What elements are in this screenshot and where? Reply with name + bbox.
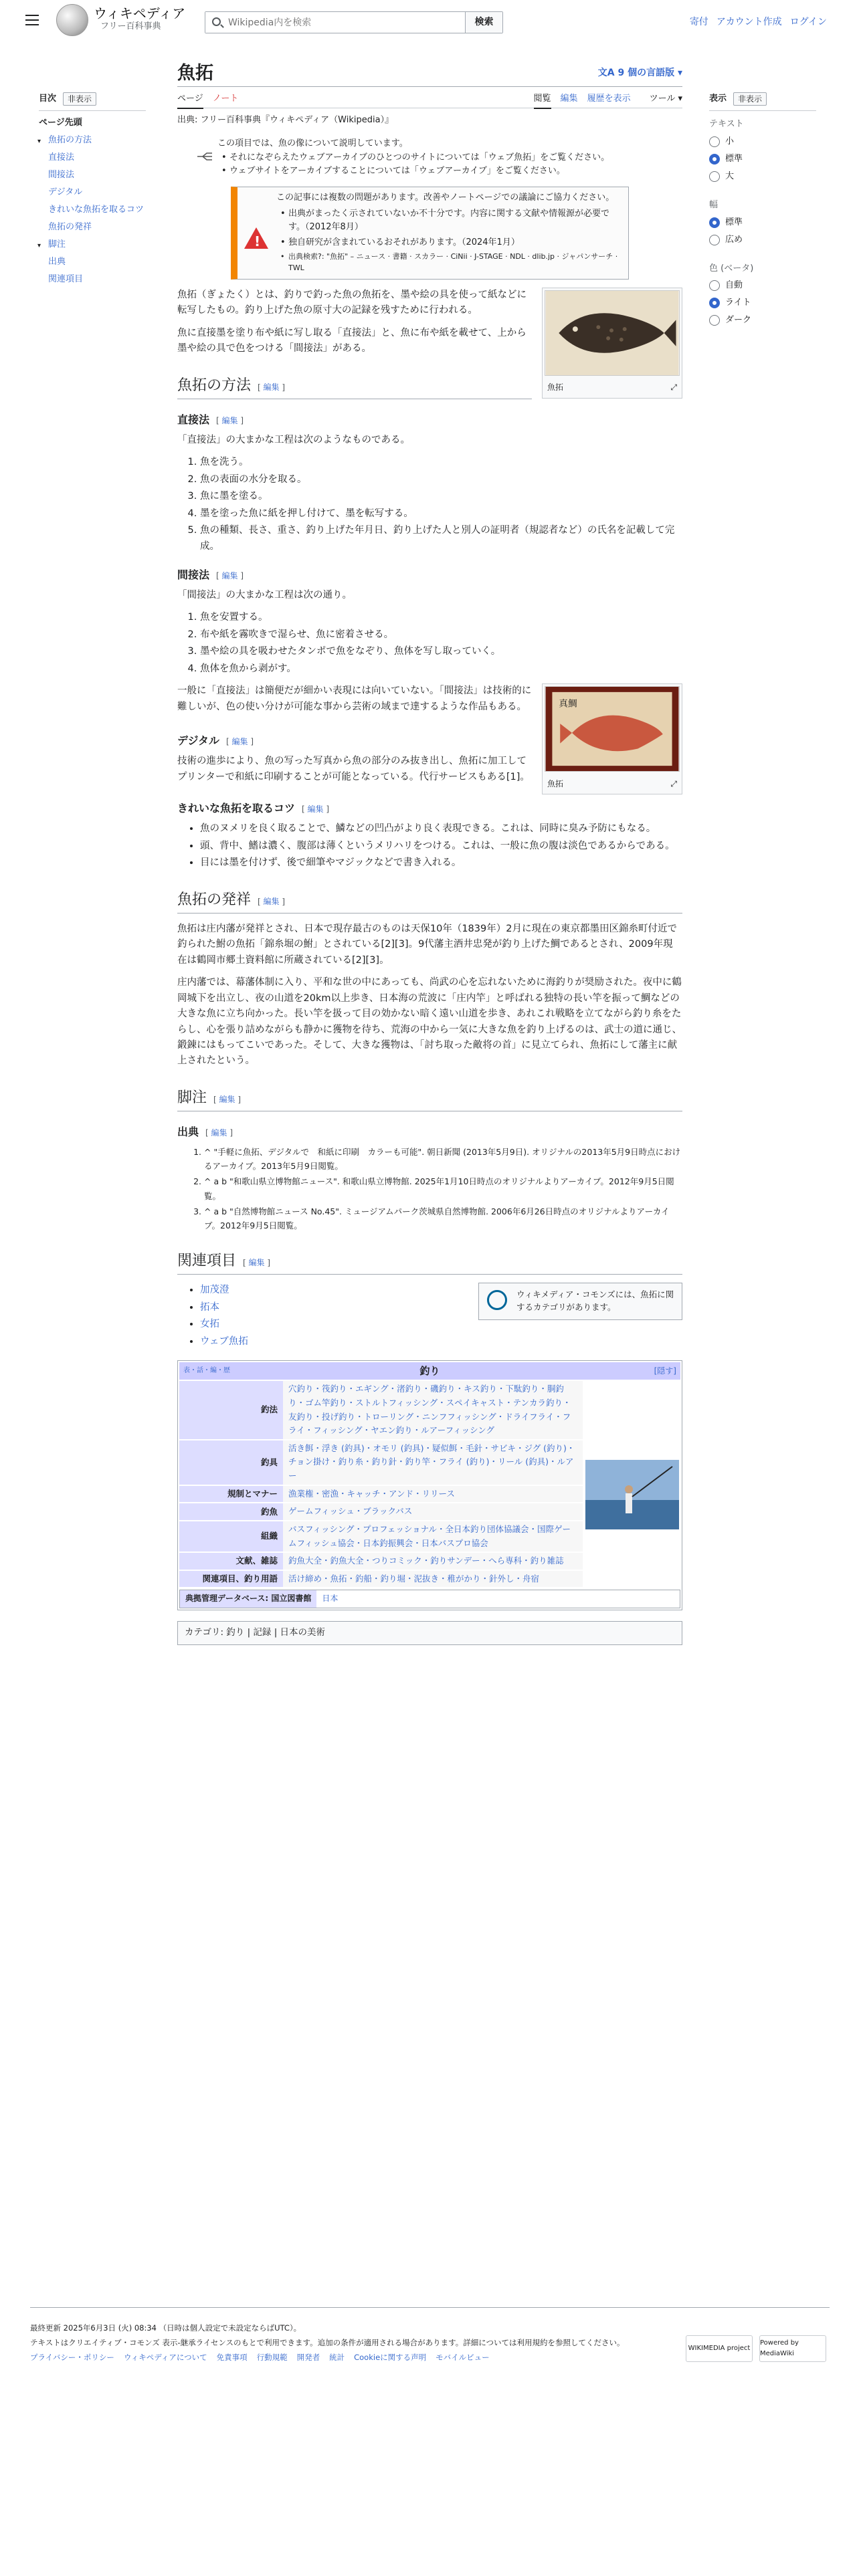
paragraph: 「直接法」の大まかな工程は次のようなものである。 bbox=[177, 434, 410, 445]
section-heading: 魚拓の方法 bbox=[177, 377, 252, 394]
last-modified: 最終更新 2025年6月3日 (火) 08:34 （日時は個人設定で未設定ならばUTC）。 bbox=[30, 2307, 830, 2336]
list-item: 1. 魚を洗う。 bbox=[200, 455, 682, 470]
navbox-group: 釣法 bbox=[179, 1381, 283, 1439]
section-heading: 脚注 bbox=[177, 1089, 207, 1106]
list-item: 5. 魚の種類、長さ、重さ、釣り上げた年月日、釣り上げた人と別人の証明者（規認者など）の氏名を記載して完成。 bbox=[200, 523, 682, 554]
navbox-list[interactable]: バスフィッシング・プロフェッショナル・全日本釣り団体協議会・国際ゲームフィッシュ協会・日本釣振興会・日本バスプロ協会 bbox=[283, 1521, 583, 1551]
paragraph: 庄内藩では、幕藩体制に入り、平和な世の中にあっても、尚武の心を忘れないために海釣りが奨励された。夜中に鶴岡城下を出立し、夜の山道を20km以上歩き、日本海の荒波に「庄内竿」と呼ばれる独特の長い竿を振って鯛などの大きな魚に立ち向かった。長い竿を扱って目の効かない暗く遠い山道を歩き、あれこれ戦略を立てながら釣り糸をたらし、心を張り詰めながらも静かに獲物を待ち、荒海の中から一気に大きな魚を釣り上げるのは、武士の道に通じ、鍛錬にはもってこいであった。そして、大きな獲物は、「討ち取った敵将の首」に見立てられ、魚拓にして藩主に献上されたという。 bbox=[177, 977, 682, 1067]
toc-link[interactable]: 間接法 bbox=[48, 169, 75, 180]
radio-label: 標準 bbox=[725, 217, 743, 227]
chevron-down-icon[interactable]: ▾ bbox=[37, 137, 41, 145]
edit-link[interactable]: 編集 bbox=[231, 737, 248, 747]
radio-circle[interactable] bbox=[709, 171, 720, 182]
translate-icon: 文A bbox=[597, 68, 618, 78]
radio-width-standard[interactable] bbox=[709, 217, 816, 229]
toc-link[interactable]: 直接法 bbox=[48, 152, 75, 163]
footer-link[interactable]: ウィキペディアについて bbox=[123, 2352, 207, 2362]
edit-link[interactable]: 編集 bbox=[248, 1258, 265, 1268]
reference-item: 2. ^ a b "和歌山県立博物館ニュース". 和歌山県立博物館. 2025年1月10日時点のオリジナルよりアーカイブ。2012年9月5日閲覧。 bbox=[204, 1174, 682, 1203]
warning-icon: ! bbox=[244, 227, 268, 249]
commons-icon bbox=[487, 1290, 507, 1310]
navbox-list[interactable]: 活き餌・浮き (釣具)・オモリ (釣具)・疑似餌・毛針・サビキ・ジグ (釣り)・チョン掛け・釣り糸・釣り針・釣り竿・フライ (釣り)・リール (釣具)・ルアー bbox=[283, 1440, 583, 1485]
list-item: 2. 魚の表面の水分を取る。 bbox=[200, 472, 682, 488]
paragraph: 「間接法」の大まかな工程は次の通り。 bbox=[177, 589, 352, 601]
paragraph: 技術の進歩により、魚の写った写真から魚の部分のみ抜き出し、魚拓に加工してプリンターで和紙に印刷することが可能となっている。代行サービスもある[1]。 bbox=[177, 756, 530, 782]
list-item: 1. 魚を安置する。 bbox=[200, 610, 682, 625]
radio-label: 自動 bbox=[725, 280, 743, 291]
radio-label: 大 bbox=[725, 171, 735, 181]
issues-box bbox=[231, 187, 629, 280]
color-label: 色 (ベータ) bbox=[709, 263, 754, 274]
edit-link[interactable]: 編集 bbox=[221, 415, 238, 425]
tab-edit[interactable]: 編集 bbox=[560, 94, 578, 104]
radio-circle[interactable] bbox=[709, 315, 720, 326]
toc-link[interactable]: 出典 bbox=[48, 256, 66, 267]
toc-title: 目次 bbox=[39, 93, 57, 104]
width-label: 幅 bbox=[709, 199, 719, 210]
toc-link[interactable]: 魚拓の発祥 bbox=[48, 221, 92, 232]
radio-text-large[interactable] bbox=[709, 171, 816, 183]
direct-steps bbox=[200, 455, 682, 554]
toc-item[interactable] bbox=[39, 169, 146, 181]
toc-item[interactable] bbox=[39, 134, 146, 146]
radio-circle[interactable] bbox=[709, 298, 720, 308]
reference-item: 3. ^ a b "自然博物館ニュース No.45". ミュージアムパーク茨城県自然博物館. 2006年6月26日時点のオリジナルよりアーカイブ。2012年9月5日閲覧。 bbox=[204, 1204, 682, 1233]
toc-item[interactable] bbox=[39, 187, 146, 199]
navbox-list[interactable]: 穴釣り・筏釣り・エギング・渚釣り・磯釣り・キス釣り・下駄釣り・胴釣り・ゴム竿釣り・ストルトフィッシング・スペイキャスト・テンカラ釣り・友釣り・投げ釣り・トローリング・ニンフフィッシング・ドライフライ・フライ・フィッシング・ヤエン釣り・ルアーフィッシング bbox=[283, 1381, 583, 1439]
issue-item: • 出典がまったく示されていないか不十分です。内容に関する文献や情報源が必要です。（2012年8月） bbox=[288, 207, 623, 234]
hatnote-line: • それになぞらえたウェブアーカイブのひとつのサイトについては「ウェブ魚拓」をご覧ください。 bbox=[229, 151, 682, 165]
fishing-photo[interactable] bbox=[585, 1460, 679, 1529]
edit-link[interactable]: 編集 bbox=[263, 896, 280, 906]
page-title: 魚拓 bbox=[177, 63, 213, 84]
image-thumb[interactable] bbox=[542, 683, 682, 794]
search-input[interactable] bbox=[205, 12, 465, 33]
source-search: • 出典検索?: "魚拓" – ニュース · 書籍 · スカラー · CiNii · J-STAGE · NDL · dlib.jp · ジャパンサーチ · TWL bbox=[288, 251, 623, 274]
related-link[interactable]: 加茂澄 bbox=[200, 1285, 229, 1296]
chevron-down-icon[interactable]: ▾ bbox=[37, 241, 41, 249]
authority-value[interactable]: 日本 bbox=[322, 1594, 339, 1604]
radio-color-light[interactable] bbox=[709, 297, 816, 309]
personal-tools bbox=[682, 15, 827, 29]
radio-circle[interactable] bbox=[709, 280, 720, 291]
navbox bbox=[177, 1360, 682, 1610]
list-item: • 頭、背中、鰭は濃く、腹部は薄くというメリハリをつける。これは、一般に魚の腹は淡色であるからである。 bbox=[200, 839, 682, 854]
toc-item[interactable] bbox=[39, 239, 146, 251]
enlarge-icon[interactable]: ⤢ bbox=[670, 778, 677, 788]
radio-label: 標準 bbox=[725, 153, 743, 164]
toc-item[interactable] bbox=[39, 256, 146, 268]
license-text: テキストはクリエイティブ・コモンズ 表示-継承ライセンスのもとで利用できます。追加の条件が適用される場合があります。詳細については利用規約を参照してください。 bbox=[30, 2337, 625, 2347]
category-links[interactable]: カテゴリ: 釣り | 記録 | 日本の美術 bbox=[177, 1621, 682, 1645]
radio-color-dark[interactable] bbox=[709, 314, 816, 326]
language-count: 9 個の言語版 bbox=[617, 68, 675, 78]
edit-link[interactable]: 編集 bbox=[307, 804, 324, 815]
tab-tools[interactable]: ツール ▾ bbox=[649, 94, 682, 104]
navbox-group: 釣具 bbox=[179, 1440, 283, 1485]
wordmark-title: ウィキペディア bbox=[94, 5, 186, 21]
svg-text:真鯛: 真鯛 bbox=[559, 698, 577, 710]
radio-label: 広め bbox=[725, 234, 743, 245]
footer-link[interactable]: Cookieに関する声明 bbox=[354, 2352, 427, 2362]
appearance-hide-button[interactable]: 非表示 bbox=[733, 92, 767, 106]
radio-label: ライト bbox=[725, 298, 751, 308]
authority-heading: 典拠管理データベース: 国立図書館 bbox=[180, 1590, 316, 1607]
footer-link[interactable]: 統計 bbox=[329, 2352, 345, 2362]
list-item: • 魚のヌメリを良く取ることで、鱗などの凹凸がより良く表現できる。これは、同時に臭み予防にもなる。 bbox=[200, 821, 682, 837]
footer-link[interactable]: 免責事項 bbox=[216, 2352, 248, 2362]
toc-item-top[interactable]: ページ先頭 bbox=[39, 118, 82, 128]
navbox-group: 規制とマナー bbox=[179, 1486, 283, 1503]
toc-item[interactable] bbox=[39, 221, 146, 233]
login-link[interactable]: ログイン bbox=[789, 17, 827, 27]
reference-item: 1. ^ "手軽に魚拓、デジタルで 和紙に印刷 カラーも可能". 朝日新聞 (2013年5月9日). オリジナルの2013年5月9日時点におけるアーカイブ。2013年5月9日閲覧。 bbox=[204, 1145, 682, 1174]
section-heading: デジタル bbox=[177, 734, 220, 748]
list-item: 3. 墨や絵の具を吸わせたタンポで魚をなぞり、魚体を写し取っていく。 bbox=[200, 644, 682, 659]
edit-link[interactable]: 編集 bbox=[263, 382, 280, 392]
toc-item[interactable] bbox=[39, 204, 146, 216]
image-thumb[interactable] bbox=[542, 288, 682, 399]
wikipedia-logo[interactable] bbox=[56, 4, 88, 36]
radio-circle[interactable] bbox=[709, 217, 720, 228]
related-link[interactable]: 女拓 bbox=[200, 1319, 219, 1330]
navbox-list[interactable]: 漁業権・密漁・キャッチ・アンド・リリース bbox=[283, 1486, 583, 1503]
section-heading: 間接法 bbox=[177, 568, 210, 582]
tools-label: ツール bbox=[649, 94, 676, 104]
toc-item[interactable] bbox=[39, 274, 146, 286]
search-button[interactable]: 検索 bbox=[465, 12, 502, 33]
create-account-link[interactable]: アカウント作成 bbox=[716, 17, 782, 27]
wikimedia-badge[interactable]: WIKIMEDIA project bbox=[686, 2335, 753, 2362]
radio-text-small[interactable] bbox=[709, 136, 816, 148]
search-box bbox=[205, 11, 503, 33]
toc-item[interactable] bbox=[39, 152, 146, 164]
section-heading: 関連項目 bbox=[177, 1253, 237, 1270]
paragraph: 魚拓は庄内藩が発祥とされ、日本で現存最古のものは天保10年（1839年）2月に現在の東京都墨田区錦糸町付近で釣られた鮒の魚拓「錦糸堀の鮒」とされている[2][3]。9代藩主酒井忠発が釣り上げた鯛であるとされ、2009年現在は鶴岡市郷土資料館に所蔵されている[2][3]。 bbox=[177, 923, 677, 966]
wordmark[interactable] bbox=[94, 5, 185, 32]
section-heading: 出典 bbox=[177, 1125, 199, 1138]
tab-page[interactable]: ページ bbox=[177, 94, 203, 109]
issues-lead: この記事には複数の問題があります。改善やノートページでの議論にご協力ください。 bbox=[276, 193, 615, 203]
related-link[interactable]: ウェブ魚拓 bbox=[200, 1335, 248, 1347]
indirect-steps bbox=[200, 610, 682, 677]
toc-hide-button[interactable]: 非表示 bbox=[63, 92, 96, 106]
footer-link[interactable]: プライバシー・ポリシー bbox=[30, 2352, 114, 2362]
issue-item: • 独自研究が含まれているおそれがあります。（2024年1月） bbox=[288, 236, 623, 249]
paragraph: 一般に「直接法」は簡便だが細かい表現には向いていない。「間接法」は技術的に難しいが、色の使い分けが可能な事から芸術の域まで達するような作品もある。 bbox=[177, 685, 532, 712]
text-size-label: テキスト bbox=[709, 119, 744, 129]
navbox-group: 文献、雑誌 bbox=[179, 1553, 283, 1570]
radio-text-standard[interactable] bbox=[709, 153, 816, 165]
radio-label: 小 bbox=[725, 136, 735, 146]
radio-label: ダーク bbox=[725, 315, 752, 326]
tips-list bbox=[200, 821, 682, 871]
references bbox=[177, 1145, 682, 1233]
toc-link[interactable]: 関連項目 bbox=[48, 274, 84, 284]
navbox-list[interactable]: ゲームフィッシュ・ブラックバス bbox=[283, 1503, 583, 1520]
wordmark-tagline: フリー百科事典 bbox=[100, 21, 161, 31]
navbox-vte[interactable]: 表・話・編・歴 bbox=[183, 1367, 230, 1375]
section-heading: 直接法 bbox=[177, 413, 210, 426]
list-item: 4. 墨を塗った魚に紙を押し付けて、墨を転写する。 bbox=[200, 506, 682, 522]
disambiguation-icon bbox=[197, 152, 212, 161]
footer-link[interactable]: 開発者 bbox=[296, 2352, 320, 2362]
toc-link[interactable]: 魚拓の方法 bbox=[48, 134, 92, 145]
tab-history[interactable]: 履歴を表示 bbox=[587, 94, 631, 104]
related-link[interactable]: 拓本 bbox=[200, 1301, 219, 1313]
list-item: • 目には墨を付けず、後で細筆やマジックなどで書き入れる。 bbox=[200, 855, 682, 871]
radio-circle[interactable] bbox=[709, 136, 720, 147]
list-item: 4. 魚体を魚から剥がす。 bbox=[200, 661, 682, 677]
hatnote bbox=[177, 137, 682, 179]
article: 魚拓 文A 9 個の言語版 ▾ ページ ノート 閲覧 編集 履歴を表示 ツール ▾ 出典: フリー百科事典『ウィキペディア（Wikipedia）』 この項目では、魚の像について説明しています。 • それになぞらえたウェブアーカイブのひとつのサイトについては「ウェブ魚拓」をご覧ください。 • ウェブサイトをアーカイブすることについては「ウェブアーカイブ」をご覧ください。 ! この記事には複数の問題があります。改善やノートページでの議論にご協力ください。 • 出典がまったく示されていないか不十分です。内容に関する文献や情報源が必要です。（2012年8月） • 独自研究が含まれているおそれがあります。（2024年1月） • 出典検索?: "魚拓" – ニュース · 書籍 · スカラー · CiNii · J-STAGE · NDL · dlib.jp · ジャパンサーチ · TWL 魚拓 ⤢ 魚拓（ぎょたく）とは、釣りで釣った魚の魚拓を、墨や絵の具を使って紙などに転写したもの。釣り上げた魚の原寸大の記録を残すために行われる。 魚に直接墨を塗り布や紙に写し取る「直接法」と、魚に布や紙を載せて、上から墨や絵の具で色をつける「間接法」がある。 魚拓の方法 [ 編集 ] 直接法 [ 編集 ] 「直接法」の大まかな工程は次のようなものである。 1. 魚を洗う。 2. 魚の表面の水分を取る。 3. 魚に墨を塗る。 4. 墨を塗った魚に紙を押し付けて、墨を転写する。 5. 魚の種類、長さ、重さ、釣り上げた年月日、釣り上げた人と別人の証明者（規認者など）の氏名を記載して完成。 間接法 [ 編集 ] 「間接法」の大まかな工程は次の通り。 1. 魚を安置する。 2. 布や紙を霧吹きで湿らせ、魚に密着させる。 3. 墨や絵の具を吸わせたタンポで魚をなぞり、魚体を写し取っていく。 4. 魚体を魚から剥がす。 真鯛 魚拓 ⤢ 一般に「直接法」は簡便だが細かい表現には向いていない。「間接法」は技術的に難しいが、色の使い分けが可能な事から芸術の域まで達するような作品もある。 デジタル [ 編集 ] 技術の進歩により、魚の写った写真から魚の部分のみ抜き出し、魚拓に加工してプリンターで和紙に印刷することが可能となっている。代行サービスもある[1]。 きれいな魚拓を取るコツ [ 編集 ] • 魚のヌメリを良く取ることで、鱗などの凹凸がより良く表現できる。これは、同時に臭み予防にもなる。 • 頭、背中、鰭は濃く、腹部は薄くというメリハリをつける。これは、一般に魚の腹は淡色であるからである。 • 目には墨を付けず、後で細筆やマジックなどで書き入れる。 魚拓の発祥 [ 編集 ] 魚拓は庄内藩が発祥とされ、日本で現存最古のものは天保10年（1839年）2月に現在の東京都墨田区錦糸町付近で釣られた鮒の魚拓「錦糸堀の鮒」とされている[2][3]。9代藩主酒井忠発が釣り上げた鯛であるとされ、2009年現在は鶴岡市郷土資料館に所蔵されている[2][3]。 庄内藩では、幕藩体制に入り、平和な世の中にあっても、尚武の心を忘れないために海釣りが奨励された。夜中に鶴岡城下を出立し、夜の山道を20km以上歩き、日本海の荒波に「庄内竿」と呼ばれる独特の長い竿を振って鯛などの大きな魚に立ち向かった。長い竿を扱って目の効かない暗く遠い山道を歩き、あれこれ戦略を立てながら釣り糸をたらし、心を張り詰めながらも静かに獲物を待ち、荒海の中から一気に大きな魚を釣り上げるのは、武士の道に通じ、鍛錬にはもってこいであった。そして、大きな獲物は、「討ち取った敵将の首」に見立てられ、魚拓にして藩主に献上されたという。 脚注 [ 編集 ] 出典 [ 編集 ] 1. ^ "手軽に魚拓、デジタルで 和紙に印刷 カラーも可能". 朝日新聞 (2013年5月9日). オリジナルの2013年5月9日時点におけるアーカイブ。2013年5月9日閲覧。 2. ^ a b "和歌山県立博物館ニュース". 和歌山県立博物館. 2025年1月10日時点のオリジナルよりアーカイブ。2012年9月5日閲覧。 3. ^ a b "自然博物館ニュース No.45". ミュージアムパーク茨城県自然博物館. 2006年6月26日時点のオリジナルよりアーカイブ。2012年9月5日閲覧。 関連項目 [ 編集 ] ウィキメディア・コモンズには、魚拓に関するカテゴリがあります。 • 加茂澄 • 拓本 • 女拓 • ウェブ魚拓 表・話・編・歴 釣り [隠す] 釣法 穴釣り・筏釣り・エギング・渚釣り・磯釣り・キス釣り・下駄釣り・胴釣り・ゴム竿釣り・ストルトフィッシング・スペイキャスト・テンカラ釣り・友釣り・投げ釣り・トローリング・ニンフフィッシング・ドライフライ・フライ・フィッシング・ヤエン釣り・ルアーフィッシング 釣具 活き餌・浮き (釣具)・オモリ (釣具)・疑似餌・毛針・サビキ・ジグ (釣り)・チョン掛け・釣り糸・釣り針・釣り竿・フライ (釣り)・リール (釣具)・ルアー 規制とマナー 漁業権・密漁・キャッチ・アンド・リリース 釣魚 ゲームフィッシュ・ブラックバス 組織 バスフィッシング・プロフェッショナル・全日本釣り団体協議会・国際ゲームフィッシュ協会・日本釣振興会・日本バスプロ協会 文献、雑誌 釣魚大全・釣魚大全・つりコミック・釣りサンデー・へら専科・釣り雑誌 関連項目、釣り用語 活け締め・魚拓・釣船・釣り堀・泥抜き・稚がかり・針外し・舟宿 典拠管理データベース: 国立図書館 日本 カテゴリ: 釣り | 記録 | 日本の美術 bbox=[177, 60, 682, 1645]
search-icon bbox=[212, 17, 221, 26]
mediawiki-badge[interactable]: Powered by MediaWiki bbox=[759, 2335, 826, 2362]
navbox-title: 釣り bbox=[419, 1365, 440, 1378]
radio-circle[interactable] bbox=[709, 154, 720, 165]
site-sub: 出典: フリー百科事典『ウィキペディア（Wikipedia）』 bbox=[177, 115, 394, 125]
table-of-contents bbox=[39, 90, 146, 291]
enlarge-icon[interactable]: ⤢ bbox=[670, 383, 677, 393]
tab-talk[interactable]: ノート bbox=[212, 94, 239, 104]
commons-box bbox=[478, 1283, 682, 1320]
hatnote-line: • ウェブサイトをアーカイブすることについては「ウェブアーカイブ」をご覧ください。 bbox=[229, 165, 682, 179]
edit-link[interactable]: 編集 bbox=[219, 1094, 235, 1104]
toc-link[interactable]: 脚注 bbox=[48, 239, 66, 249]
page-tabs bbox=[177, 87, 682, 108]
intro-paragraph: 魚に直接墨を塗り布や紙に写し取る「直接法」と、魚に布や紙を載せて、上から墨や絵の具で色をつける「間接法」がある。 bbox=[177, 327, 527, 354]
language-button[interactable]: 文A 9 個の言語版 ▾ bbox=[597, 68, 682, 78]
image-caption: 魚拓 bbox=[547, 778, 564, 788]
menu-icon[interactable] bbox=[25, 15, 39, 25]
navbox-group: 組織 bbox=[179, 1521, 283, 1551]
toc-link[interactable]: デジタル bbox=[48, 187, 83, 197]
radio-width-wide[interactable] bbox=[709, 234, 816, 246]
navbox-group: 関連項目、釣り用語 bbox=[179, 1571, 283, 1588]
navbox-hide[interactable]: [隠す] bbox=[654, 1366, 676, 1376]
tab-read[interactable]: 閲覧 bbox=[534, 94, 551, 109]
gyotaku-image[interactable] bbox=[545, 290, 680, 376]
commons-text: ウィキメディア・コモンズには、魚拓に関するカテゴリがあります。 bbox=[516, 1289, 674, 1313]
image-caption: 魚拓 bbox=[547, 383, 564, 393]
edit-link[interactable]: 編集 bbox=[211, 1128, 227, 1138]
appearance-title: 表示 bbox=[709, 93, 727, 104]
edit-link[interactable]: 編集 bbox=[221, 571, 238, 581]
navbox-group: 釣魚 bbox=[179, 1503, 283, 1520]
gyotaku-image[interactable] bbox=[545, 686, 680, 772]
intro-paragraph: 魚拓（ぎょたく）とは、釣りで釣った魚の魚拓を、墨や絵の具を使って紙などに転写したもの。釣り上げた魚の原寸大の記録を残すために行われる。 bbox=[177, 289, 527, 316]
toc-link[interactable]: きれいな魚拓を取るコツ bbox=[48, 204, 145, 215]
radio-circle[interactable] bbox=[709, 235, 720, 245]
appearance-panel bbox=[709, 90, 816, 332]
list-item: 2. 布や紙を霧吹きで湿らせ、魚に密着させる。 bbox=[200, 627, 682, 643]
navbox-list[interactable]: 釣魚大全・釣魚大全・つりコミック・釣りサンデー・へら専科・釣り雑誌 bbox=[283, 1553, 583, 1570]
footer-link[interactable]: モバイルビュー bbox=[436, 2352, 490, 2362]
radio-color-auto[interactable] bbox=[709, 280, 816, 292]
list-item: 3. 魚に墨を塗る。 bbox=[200, 489, 682, 504]
section-heading: きれいな魚拓を取るコツ bbox=[177, 802, 296, 815]
section-heading: 魚拓の発祥 bbox=[177, 891, 252, 908]
header bbox=[0, 0, 859, 45]
footer-link[interactable]: 行動規範 bbox=[256, 2352, 288, 2362]
donate-link[interactable]: 寄付 bbox=[689, 17, 708, 27]
navbox-list[interactable]: 活け締め・魚拓・釣船・釣り堀・泥抜き・稚がかり・針外し・舟宿 bbox=[283, 1571, 583, 1588]
hatnote-line: この項目では、魚の像について説明しています。 bbox=[217, 138, 408, 148]
